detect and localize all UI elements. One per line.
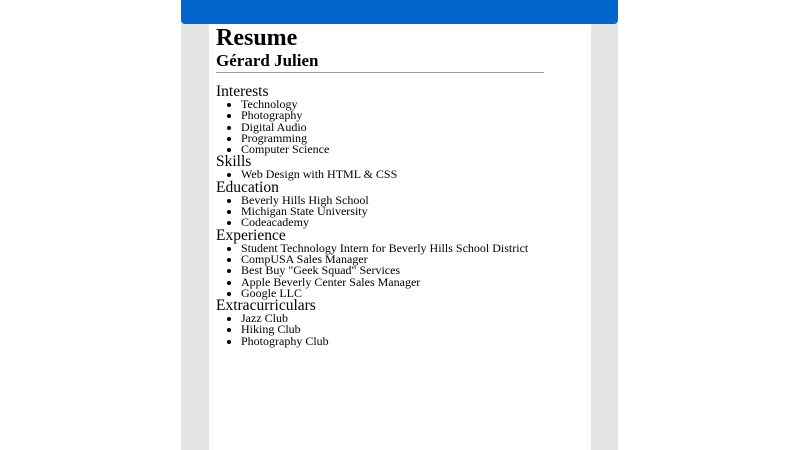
education-list <box>216 192 544 230</box>
experience-list <box>216 240 544 300</box>
section-title: Extracurriculars <box>216 297 316 315</box>
list-item: • Digital Audio <box>241 122 544 133</box>
section-title: Interests <box>216 83 269 100</box>
section-interests <box>216 85 544 155</box>
person-name: Gérard Julien <box>216 52 544 73</box>
section-title: Skills <box>216 153 252 171</box>
list-item: • Web Design with HTML & CSS <box>241 169 544 180</box>
list-item: • Photography <box>241 110 544 121</box>
list-item: • Beverly Hills High School <box>241 195 544 206</box>
section-extracurriculars <box>216 299 544 347</box>
header-bar <box>181 0 618 24</box>
list-item: • Codeacademy <box>241 217 544 228</box>
section-experience <box>216 226 544 300</box>
list-item: • Michigan State University <box>241 206 544 217</box>
list-item: • CompUSA Sales Manager <box>241 254 544 265</box>
section-education <box>216 178 544 230</box>
list-item: • Photography Club <box>241 336 544 347</box>
section-title: Education <box>216 178 279 196</box>
section-skills <box>216 155 544 180</box>
list-item: • Best Buy "Geek Squad" Services <box>241 265 544 276</box>
page-title: Resume <box>216 25 298 51</box>
list-item: • Apple Beverly Center Sales Manager <box>241 277 544 288</box>
interests-list <box>216 99 544 155</box>
list-item: • Computer Science <box>241 144 544 155</box>
list-item: • Technology <box>241 99 544 110</box>
list-item: • Google LLC <box>241 288 544 299</box>
list-item: • Programming <box>241 133 544 144</box>
list-item: • Jazz Club <box>241 313 544 324</box>
extracurriculars-list <box>216 313 544 347</box>
list-item: • Hiking Club <box>241 324 544 335</box>
section-title: Experience <box>216 226 286 244</box>
list-item: • Student Technology Intern for Beverly Hills School District <box>241 243 544 254</box>
resume-content <box>209 24 591 450</box>
